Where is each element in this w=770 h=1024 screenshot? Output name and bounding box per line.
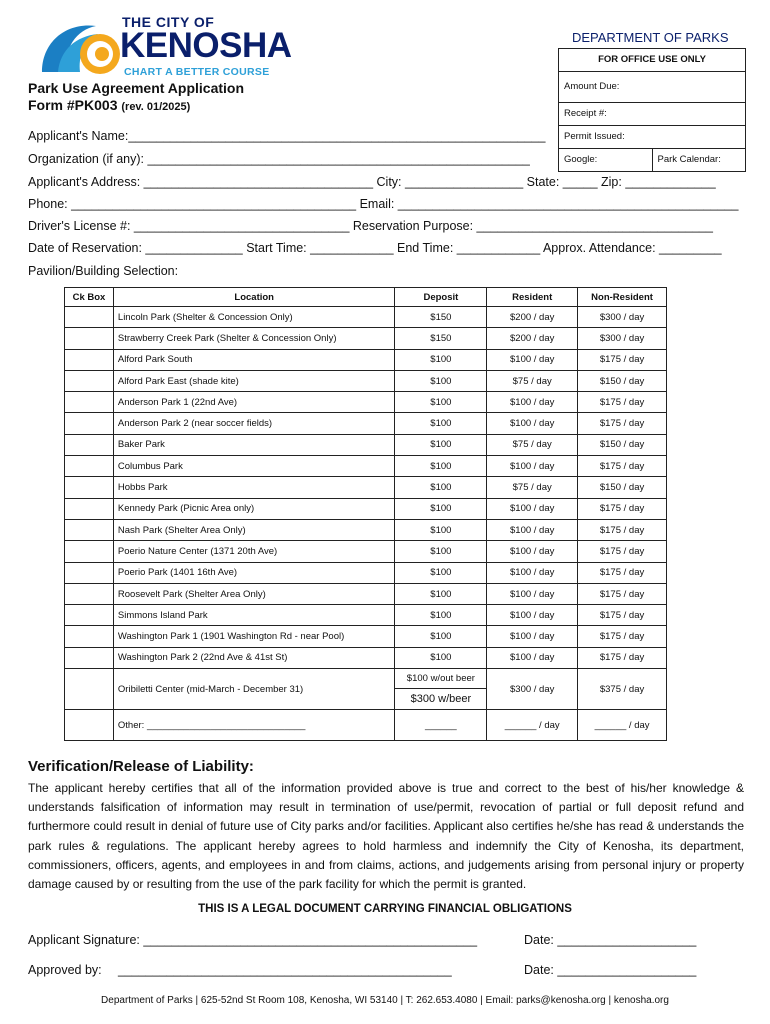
checkbox-cell[interactable]: [65, 328, 114, 349]
deposit-cell: $100: [395, 583, 487, 604]
other-deposit-field[interactable]: ______: [395, 710, 487, 741]
deposit-cell: $100: [395, 456, 487, 477]
table-row: [65, 370, 667, 391]
table-row: [65, 626, 667, 647]
deposit-cell: $100: [395, 541, 487, 562]
deposit-cell: $100: [395, 477, 487, 498]
deposit-without-beer: $100 w/out beer: [395, 669, 486, 689]
non-resident-cell: $300 / day: [578, 307, 667, 328]
non-resident-cell: $175 / day: [578, 647, 667, 668]
resident-cell: $75 / day: [487, 434, 578, 455]
address-field[interactable]: Applicant's Address: _________________________________ City: _________________ State: _____ Zip: _____________: [28, 175, 716, 189]
location-cell: Strawberry Creek Park (Shelter & Concession Only): [113, 328, 395, 349]
location-cell: Poerio Nature Center (1371 20th Ave): [113, 541, 395, 562]
other-resident-field[interactable]: ______ / day: [487, 710, 578, 741]
calendar-row: [559, 149, 745, 171]
table-row: [65, 562, 667, 583]
checkbox-cell[interactable]: [65, 562, 114, 583]
resident-cell: $100 / day: [487, 626, 578, 647]
location-cell: Poerio Park (1401 16th Ave): [113, 562, 395, 583]
checkbox-cell[interactable]: [65, 370, 114, 391]
resident-cell: $100 / day: [487, 413, 578, 434]
resident-cell: $100 / day: [487, 583, 578, 604]
logo-tagline: CHART A BETTER COURSE: [124, 66, 270, 78]
checkbox-cell[interactable]: [65, 498, 114, 519]
office-use-title: FOR OFFICE USE ONLY: [559, 49, 745, 72]
non-resident-cell: $300 / day: [578, 328, 667, 349]
reservation-field[interactable]: Date of Reservation: ______________ Start Time: ____________ End Time: ____________ Approx. Attendance: _________: [28, 241, 722, 255]
logo-city-line: THE CITY OF: [122, 14, 215, 30]
column-header: Deposit: [395, 288, 487, 307]
non-resident-cell: $150 / day: [578, 477, 667, 498]
checkbox-cell[interactable]: [65, 583, 114, 604]
location-cell: Alford Park East (shade kite): [113, 370, 395, 391]
table-row: [65, 519, 667, 540]
checkbox-cell[interactable]: [65, 434, 114, 455]
deposit-cell: $100: [395, 647, 487, 668]
department-title: DEPARTMENT OF PARKS: [572, 30, 729, 45]
google-field[interactable]: Google:: [564, 154, 598, 165]
table-row: [65, 413, 667, 434]
checkbox-cell[interactable]: [65, 477, 114, 498]
checkbox-cell[interactable]: [65, 541, 114, 562]
deposit-cell: $100: [395, 413, 487, 434]
deposit-cell: $150: [395, 307, 487, 328]
pavilion-selection-label: Pavilion/Building Selection:: [28, 264, 179, 278]
non-resident-cell: $175 / day: [578, 519, 667, 540]
approved-by-field[interactable]: ________________________________________________: [118, 963, 452, 977]
verification-text: The applicant hereby certifies that all of the information provided above is true and correct to the best of his/her knowledge & understands falsification of information may result in termination of use/permit, revocation of partial or full deposit refund and furthermore could result in denial of future use of City parks and/or facilities. Applicant also certifies he/she has read & understands the park rules & regulations. The applicant hereby agrees to hold harmless and indemnify the City of Kenosha, its department, commissioners, officers, agents, and employees in and from claims, actions, and judgements arising from personal injury or property damage caused by or resulting from the use of the park facility for which the permit is granted.: [28, 781, 744, 892]
table-header-row: [65, 288, 667, 307]
organization-field[interactable]: Organization (if any): _______________________________________________________: [28, 152, 530, 166]
resident-cell: $100 / day: [487, 562, 578, 583]
checkbox-cell[interactable]: [65, 349, 114, 370]
table-row: [65, 583, 667, 604]
resident-cell: $100 / day: [487, 392, 578, 413]
non-resident-cell: $175 / day: [578, 626, 667, 647]
non-resident-cell: $175 / day: [578, 349, 667, 370]
non-resident-cell: $375 / day: [578, 669, 667, 710]
office-use-box: [558, 48, 746, 172]
location-cell: Roosevelt Park (Shelter Area Only): [113, 583, 395, 604]
checkbox-cell[interactable]: [65, 647, 114, 668]
park-calendar-field[interactable]: Park Calendar:: [652, 149, 746, 171]
table-row: [65, 307, 667, 328]
deposit-cell: $100: [395, 498, 487, 519]
form-title: Park Use Agreement Application: [28, 80, 245, 96]
resident-cell: $100 / day: [487, 349, 578, 370]
location-cell: Anderson Park 2 (near soccer fields): [113, 413, 395, 434]
other-location-field[interactable]: Other: ______________________________: [113, 710, 395, 741]
applicant-date-field[interactable]: Date: ____________________: [524, 933, 697, 947]
non-resident-cell: $175 / day: [578, 541, 667, 562]
verification-heading: Verification/Release of Liability:: [28, 758, 254, 775]
resident-cell: $100 / day: [487, 456, 578, 477]
table-row: [65, 392, 667, 413]
location-cell: Hobbs Park: [113, 477, 395, 498]
non-resident-cell: $175 / day: [578, 498, 667, 519]
non-resident-cell: $150 / day: [578, 370, 667, 391]
table-row: [65, 349, 667, 370]
location-cell: Oribiletti Center (mid-March - December 31): [113, 669, 395, 710]
location-cell: Washington Park 2 (22nd Ave & 41st St): [113, 647, 395, 668]
applicant-name-field[interactable]: Applicant's Name:____________________________________________________________: [28, 129, 546, 143]
resident-cell: $200 / day: [487, 328, 578, 349]
checkbox-cell[interactable]: [65, 456, 114, 477]
non-resident-cell: $175 / day: [578, 605, 667, 626]
location-cell: Washington Park 1 (1901 Washington Rd - near Pool): [113, 626, 395, 647]
resident-cell: $75 / day: [487, 370, 578, 391]
resident-cell: $100 / day: [487, 519, 578, 540]
checkbox-cell[interactable]: [65, 605, 114, 626]
deposit-with-beer: $300 w/beer: [410, 693, 472, 706]
pavilion-table: [64, 287, 667, 741]
table-row: [65, 605, 667, 626]
resident-cell: $300 / day: [487, 669, 578, 710]
non-resident-cell: $175 / day: [578, 562, 667, 583]
resident-cell: $100 / day: [487, 541, 578, 562]
other-non-resident-field[interactable]: ______ / day: [578, 710, 667, 741]
column-header: Ck Box: [65, 288, 114, 307]
location-cell: Simmons Island Park: [113, 605, 395, 626]
table-row: [65, 541, 667, 562]
table-row: [65, 456, 667, 477]
non-resident-cell: $175 / day: [578, 413, 667, 434]
location-cell: Alford Park South: [113, 349, 395, 370]
checkbox-cell[interactable]: [65, 413, 114, 434]
deposit-cell: $100: [395, 562, 487, 583]
column-header: Non-Resident: [578, 288, 667, 307]
applicant-signature-field[interactable]: Applicant Signature: ________________________________________________: [28, 933, 478, 947]
deposit-cell: $100: [395, 626, 487, 647]
resident-cell: $75 / day: [487, 477, 578, 498]
deposit-cell: $150: [395, 328, 487, 349]
permit-issued-field[interactable]: Permit Issued:: [559, 126, 745, 149]
non-resident-cell: $150 / day: [578, 434, 667, 455]
table-row: [65, 328, 667, 349]
checkbox-cell[interactable]: [65, 710, 114, 741]
deposit-cell: $100: [395, 349, 487, 370]
legal-notice: THIS IS A LEGAL DOCUMENT CARRYING FINANCIAL OBLIGATIONS: [198, 903, 572, 915]
form-number: Form #PK003: [28, 97, 118, 113]
deposit-cell: $100: [395, 519, 487, 540]
resident-cell: $100 / day: [487, 647, 578, 668]
column-header: Location: [113, 288, 395, 307]
non-resident-cell: $175 / day: [578, 583, 667, 604]
deposit-cell: $100: [395, 392, 487, 413]
checkbox-cell[interactable]: [65, 669, 114, 710]
location-cell: Kennedy Park (Picnic Area only): [113, 498, 395, 519]
logo-name: KENOSHA: [120, 26, 292, 65]
location-cell: Nash Park (Shelter Area Only): [113, 519, 395, 540]
non-resident-cell: $175 / day: [578, 456, 667, 477]
deposit-cell: $100: [395, 434, 487, 455]
table-row: [65, 498, 667, 519]
deposit-cell: [395, 669, 487, 710]
receipt-field[interactable]: Receipt #:: [559, 103, 745, 126]
location-cell: Lincoln Park (Shelter & Concession Only): [113, 307, 395, 328]
table-row-oribiletti: [65, 669, 667, 710]
deposit-cell: $100: [395, 370, 487, 391]
approved-date-field[interactable]: Date: ____________________: [524, 963, 697, 977]
location-cell: Anderson Park 1 (22nd Ave): [113, 392, 395, 413]
form-title-block: [28, 80, 244, 116]
checkbox-cell[interactable]: [65, 392, 114, 413]
checkbox-cell[interactable]: [65, 519, 114, 540]
approved-by-label: Approved by:: [28, 963, 102, 977]
table-row: [65, 434, 667, 455]
checkbox-cell[interactable]: [65, 307, 114, 328]
footer-contact: Department of Parks | 625-52nd St Room 108, Kenosha, WI 53140 | T: 262.653.4080 | Email: parks@kenosha.org | kenosha.org: [101, 995, 669, 1006]
location-cell: Columbus Park: [113, 456, 395, 477]
table-row: [65, 647, 667, 668]
non-resident-cell: $175 / day: [578, 392, 667, 413]
checkbox-cell[interactable]: [65, 626, 114, 647]
resident-cell: $100 / day: [487, 498, 578, 519]
resident-cell: $100 / day: [487, 605, 578, 626]
amount-due-field[interactable]: Amount Due:: [559, 72, 745, 103]
table-row: [65, 477, 667, 498]
table-row-other: [65, 710, 667, 741]
resident-cell: $200 / day: [487, 307, 578, 328]
license-purpose-field[interactable]: Driver's License #: _______________________________ Reservation Purpose: __________________________________: [28, 219, 713, 233]
column-header: Resident: [487, 288, 578, 307]
phone-email-field[interactable]: Phone: _________________________________________ Email: _________________________________________________: [28, 197, 739, 211]
form-revision: (rev. 01/2025): [121, 101, 191, 113]
location-cell: Baker Park: [113, 434, 395, 455]
deposit-cell: $100: [395, 605, 487, 626]
